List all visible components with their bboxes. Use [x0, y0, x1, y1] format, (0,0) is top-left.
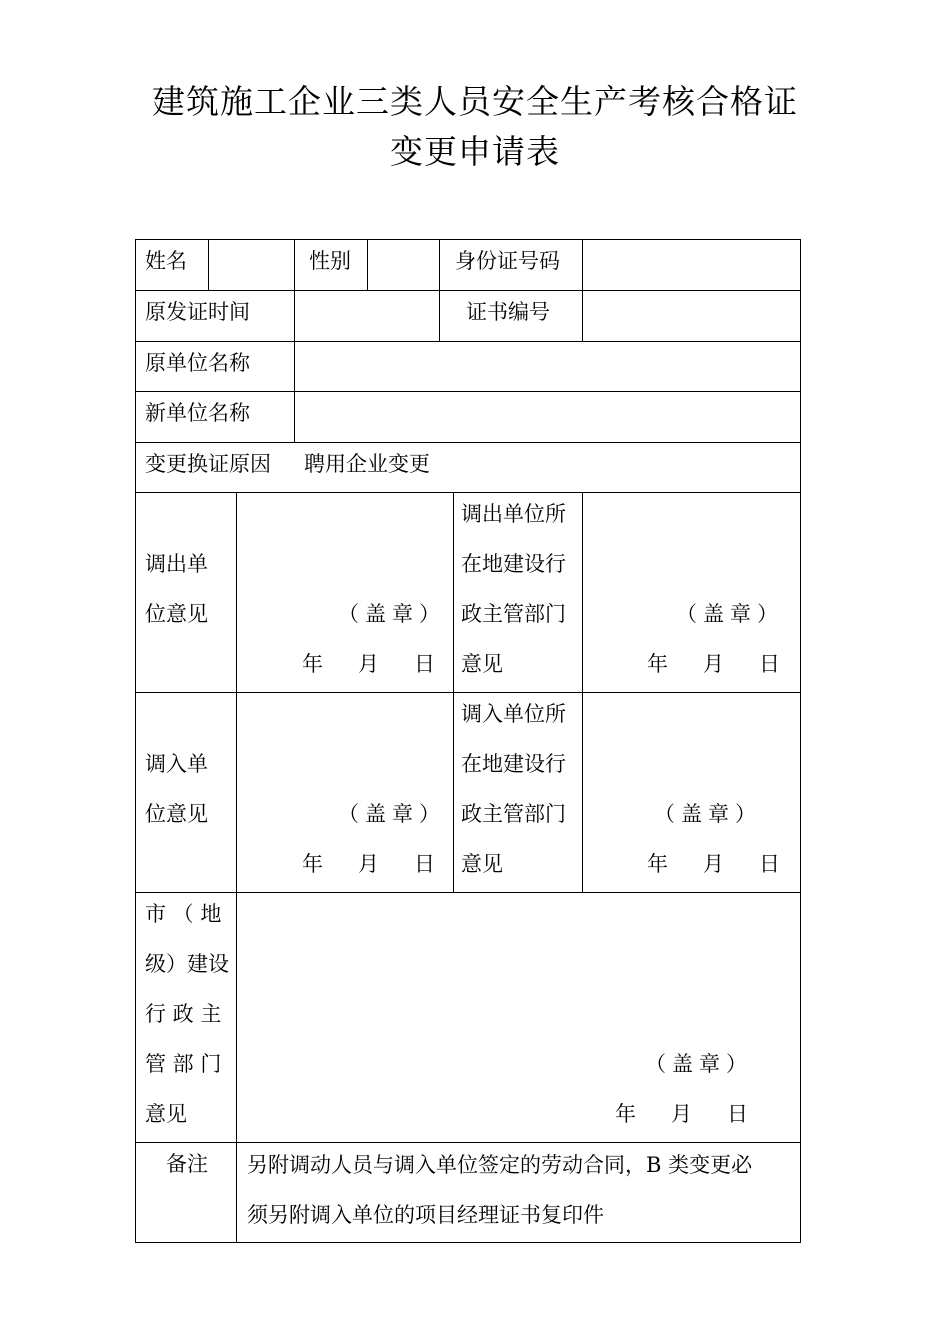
out-unit-year: 年 — [302, 652, 323, 676]
city-dept-year: 年 — [615, 1102, 636, 1126]
city-dept-label-l5: 意见 — [145, 1102, 187, 1126]
out-dept-month: 月 — [703, 652, 724, 676]
city-dept-month: 月 — [671, 1102, 692, 1126]
out-dept-day: 日 — [759, 652, 780, 676]
out-unit-month: 月 — [358, 652, 379, 676]
out-dept-seal: （盖章） — [676, 602, 784, 626]
out-unit-label-l1: 调出单 — [145, 552, 208, 576]
issue-time-field[interactable] — [295, 291, 439, 341]
orig-unit-field[interactable] — [295, 342, 800, 391]
remark-text-line2: 须另附调入单位的项目经理证书复印件 — [247, 1203, 604, 1227]
in-unit-label-l2: 位意见 — [145, 802, 208, 826]
form-title-line1: 建筑施工企业三类人员安全生产考核合格证 — [152, 82, 798, 121]
in-dept-label-l4: 意见 — [461, 852, 503, 876]
out-unit-day: 日 — [414, 652, 435, 676]
in-unit-month: 月 — [358, 852, 379, 876]
new-unit-field[interactable] — [295, 392, 800, 442]
id-number-label: 身份证号码 — [455, 249, 560, 273]
city-dept-label-l4: 管 部 门 — [145, 1052, 222, 1076]
in-dept-label-l3: 政主管部门 — [461, 802, 566, 826]
in-dept-label-l2: 在地建设行 — [461, 752, 566, 776]
city-dept-label-l2: 级）建设 — [145, 952, 229, 976]
name-field[interactable] — [209, 240, 294, 290]
city-dept-label-l3: 行 政 主 — [145, 1002, 222, 1026]
reason-label: 变更换证原因 — [145, 452, 271, 476]
remark-label: 备注 — [166, 1152, 208, 1176]
in-dept-year: 年 — [647, 852, 668, 876]
city-dept-day: 日 — [727, 1102, 748, 1126]
remark-text-line1: 另附调动人员与调入单位签定的劳动合同，B 类变更必 — [247, 1153, 753, 1177]
orig-unit-label: 原单位名称 — [145, 351, 250, 375]
in-unit-day: 日 — [414, 852, 435, 876]
gender-label: 性别 — [309, 249, 351, 273]
out-unit-seal: （盖章） — [338, 602, 446, 626]
in-dept-month: 月 — [703, 852, 724, 876]
city-dept-seal: （盖章） — [645, 1052, 753, 1076]
form-title-line2: 变更申请表 — [390, 132, 560, 171]
out-dept-label-l3: 政主管部门 — [461, 602, 566, 626]
reason-value[interactable]: 聘用企业变更 — [304, 452, 430, 476]
in-unit-seal: （盖章） — [338, 802, 446, 826]
name-label: 姓名 — [145, 249, 187, 273]
city-dept-label-l1: 市 （ 地 — [145, 902, 222, 926]
out-dept-year: 年 — [647, 652, 668, 676]
cert-number-label: 证书编号 — [466, 300, 550, 324]
gender-field[interactable] — [368, 240, 439, 290]
in-dept-day: 日 — [759, 852, 780, 876]
out-dept-label-l1: 调出单位所 — [461, 502, 566, 526]
out-dept-label-l4: 意见 — [461, 652, 503, 676]
out-unit-label-l2: 位意见 — [145, 602, 208, 626]
city-dept-opinion-area[interactable] — [237, 893, 800, 1142]
in-unit-year: 年 — [302, 852, 323, 876]
out-dept-label-l2: 在地建设行 — [461, 552, 566, 576]
in-dept-label-l1: 调入单位所 — [461, 702, 566, 726]
cert-number-field[interactable] — [583, 291, 800, 341]
in-unit-label-l1: 调入单 — [145, 752, 208, 776]
in-dept-seal: （盖章） — [654, 802, 762, 826]
id-number-field[interactable] — [583, 240, 800, 290]
new-unit-label: 新单位名称 — [145, 401, 250, 425]
issue-time-label: 原发证时间 — [145, 300, 250, 324]
